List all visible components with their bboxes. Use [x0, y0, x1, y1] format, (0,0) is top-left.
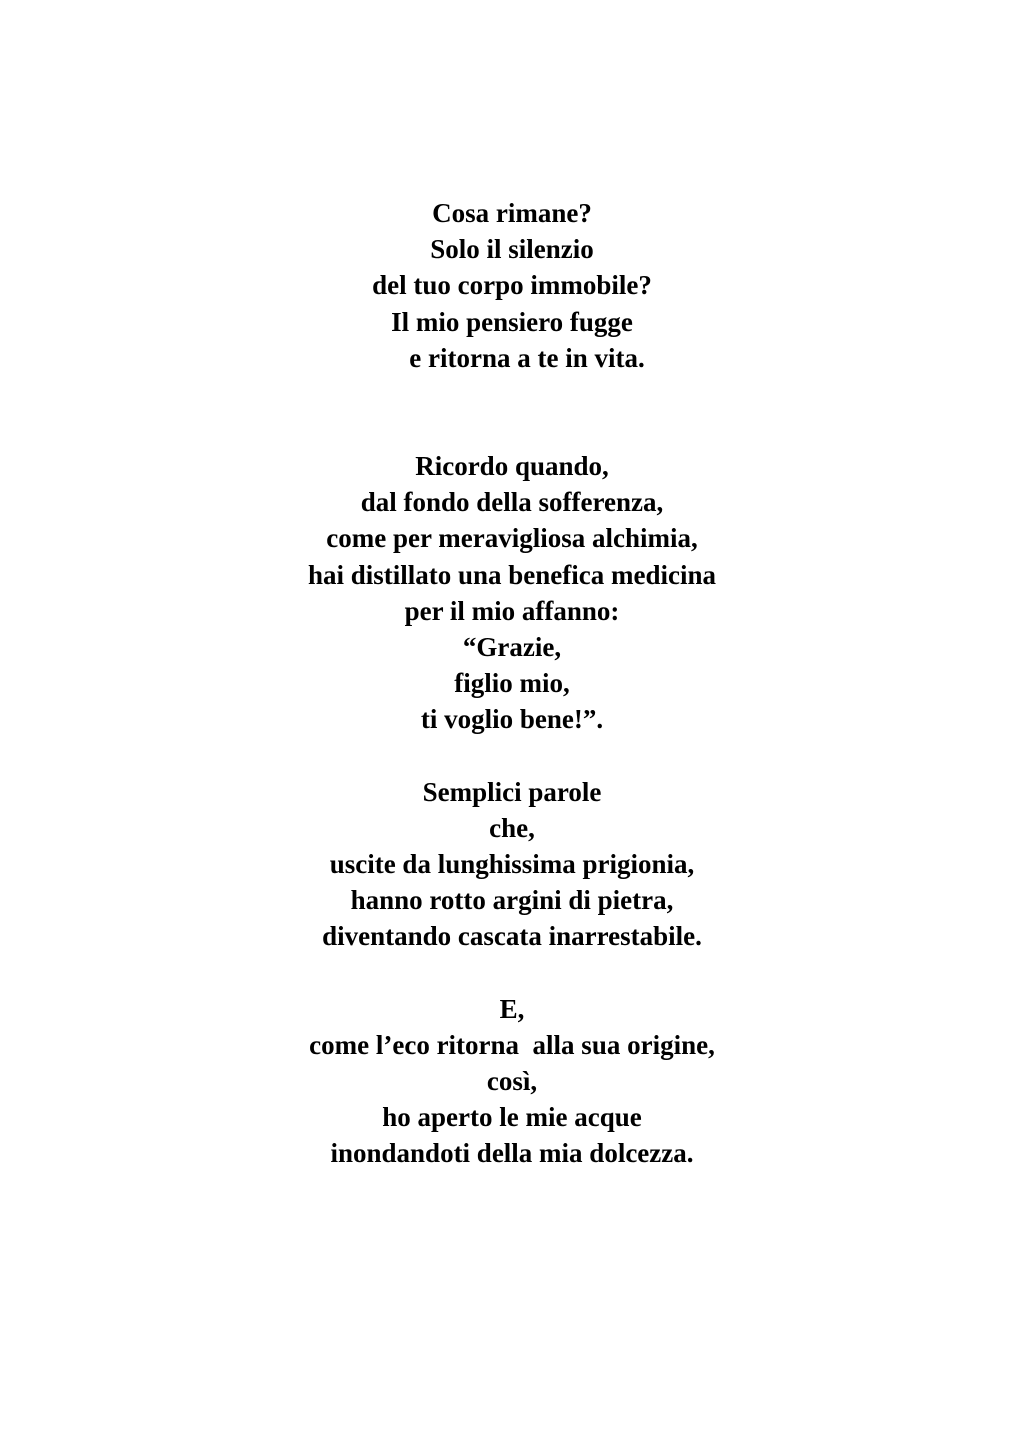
- stanza-1: [0, 195, 1024, 376]
- poem-line: che,: [489, 812, 535, 843]
- stanza-4: [0, 991, 1024, 1172]
- poem-line: per il mio affanno:: [404, 595, 620, 626]
- poem-line: e ritorna a te in vita.: [409, 342, 645, 373]
- poem-line: hai distillato una benefica medicina: [307, 559, 717, 590]
- poem-line: così,: [486, 1066, 538, 1097]
- poem-line: dal fondo della sofferenza,: [360, 487, 664, 518]
- poem-line: come per meravigliosa alchimia,: [326, 523, 698, 554]
- poem-line: E,: [499, 993, 525, 1024]
- poem-line: “Grazie,: [462, 632, 562, 663]
- poem-line: figlio mio,: [454, 668, 570, 699]
- poem-line: Solo il silenzio: [430, 234, 594, 265]
- poem-line: ho aperto le mie acque: [382, 1102, 642, 1133]
- poem-line: diventando cascata inarrestabile.: [322, 921, 702, 952]
- poem-line: Ricordo quando,: [415, 451, 609, 482]
- stanza-2: [0, 448, 1024, 738]
- poem: [0, 195, 1024, 1172]
- poem-line: hanno rotto argini di pietra,: [350, 885, 674, 916]
- poem-line: Semplici parole: [422, 776, 602, 807]
- poem-line: come l’eco ritorna alla sua origine,: [309, 1029, 715, 1060]
- poem-line: del tuo corpo immobile?: [372, 270, 652, 301]
- stanza-spacer: [0, 738, 1024, 774]
- poem-line: Il mio pensiero fugge: [391, 306, 633, 337]
- poem-line: inondandoti della mia dolcezza.: [330, 1138, 694, 1169]
- stanza-spacer: [0, 955, 1024, 991]
- poem-line: uscite da lunghissima prigionia,: [329, 849, 695, 880]
- poem-line: ti voglio bene!”.: [420, 704, 604, 735]
- stanza-3: [0, 774, 1024, 955]
- stanza-spacer: [0, 376, 1024, 448]
- poem-line: Cosa rimane?: [432, 198, 592, 228]
